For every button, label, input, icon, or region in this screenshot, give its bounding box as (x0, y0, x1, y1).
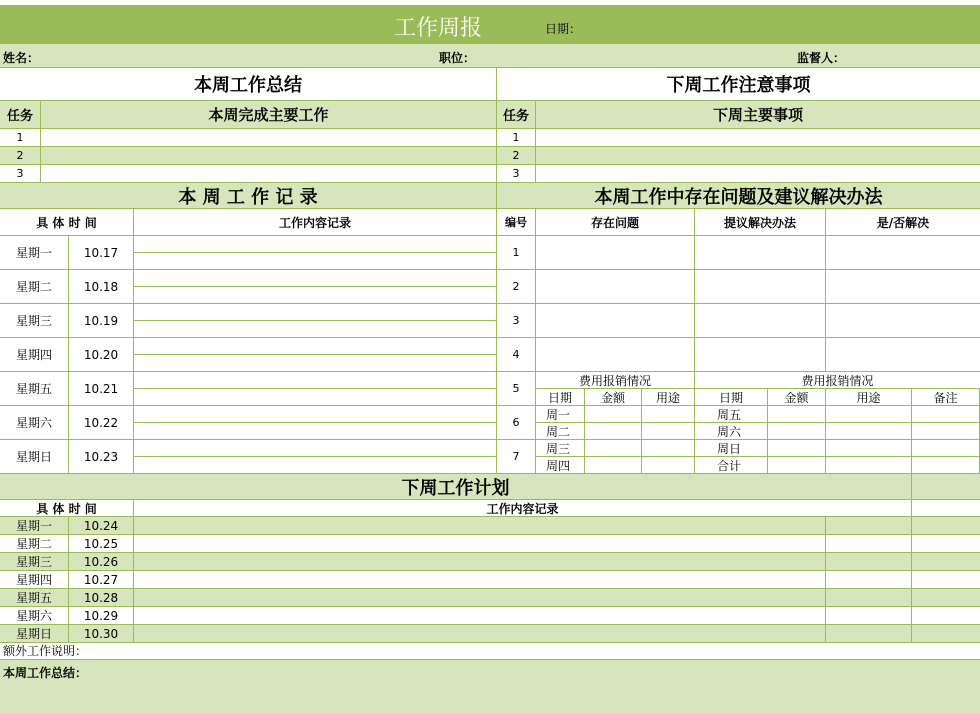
plan-day: 星期六 (0, 607, 69, 625)
record-content-cell[interactable] (134, 338, 497, 355)
notes-row-no: 3 (497, 165, 536, 183)
record-day: 星期二 (0, 270, 69, 304)
expense-day-left: 周四 (536, 457, 585, 474)
expense-cell[interactable] (585, 440, 642, 457)
plan-content-cell[interactable] (134, 535, 826, 553)
notes-main-header: 下周主要事项 (536, 101, 980, 129)
expense-cell[interactable] (912, 457, 980, 474)
record-day: 星期五 (0, 372, 69, 406)
expense-day-right: 合计 (695, 457, 768, 474)
expense-cell[interactable] (585, 423, 642, 440)
plan-extra-cell[interactable] (826, 571, 912, 589)
plan-day: 星期四 (0, 571, 69, 589)
summary-row-cell[interactable] (41, 129, 497, 147)
plan-date: 10.27 (69, 571, 134, 589)
plan-note-cell[interactable] (912, 553, 980, 571)
record-time-header: 具 体 时 间 (0, 209, 134, 236)
plan-extra-cell[interactable] (826, 553, 912, 571)
issues-resolved-header: 是/否解决 (826, 209, 980, 236)
plan-title: 下周工作计划 (0, 474, 912, 500)
record-content-cell[interactable] (134, 253, 497, 270)
summary-row-cell[interactable] (41, 165, 497, 183)
plan-content-cell[interactable] (134, 517, 826, 535)
record-date: 10.20 (69, 338, 134, 372)
expense-cell[interactable] (826, 440, 912, 457)
issue-problem-cell[interactable] (536, 270, 695, 304)
name-label: 姓名： (3, 51, 40, 65)
plan-content-cell[interactable] (134, 625, 826, 643)
issue-resolved-cell[interactable] (826, 270, 980, 304)
record-content-cell[interactable] (134, 389, 497, 406)
issue-resolved-cell[interactable] (826, 338, 980, 372)
record-day: 星期日 (0, 440, 69, 474)
expense-day-left: 周二 (536, 423, 585, 440)
notes-row-no: 2 (497, 147, 536, 165)
expense-cell[interactable] (768, 406, 826, 423)
plan-title-spare (912, 474, 980, 500)
expense-cell[interactable] (912, 406, 980, 423)
record-content-cell[interactable] (134, 236, 497, 253)
record-title: 本 周 工 作 记 录 (0, 183, 497, 209)
record-content-cell[interactable] (134, 423, 497, 440)
issue-number: 3 (497, 304, 536, 338)
issue-problem-cell[interactable] (536, 304, 695, 338)
record-content-cell[interactable] (134, 287, 497, 304)
record-date: 10.17 (69, 236, 134, 270)
issues-no-header: 编号 (497, 209, 536, 236)
expense-header: 用途 (642, 389, 695, 406)
issue-resolved-cell[interactable] (826, 304, 980, 338)
plan-date: 10.28 (69, 589, 134, 607)
record-content-cell[interactable] (134, 355, 497, 372)
plan-time-header: 具 体 时 间 (0, 500, 134, 517)
expense-cell[interactable] (826, 457, 912, 474)
plan-date: 10.26 (69, 553, 134, 571)
record-day: 星期六 (0, 406, 69, 440)
issue-problem-cell[interactable] (536, 338, 695, 372)
issue-number: 7 (497, 440, 536, 474)
plan-day: 星期日 (0, 625, 69, 643)
plan-extra-cell[interactable] (826, 607, 912, 625)
record-content-cell[interactable] (134, 270, 497, 287)
record-content-cell[interactable] (134, 321, 497, 338)
issues-problem-header: 存在问题 (536, 209, 695, 236)
record-day: 星期四 (0, 338, 69, 372)
issue-problem-cell[interactable] (536, 236, 695, 270)
record-content-cell[interactable] (134, 304, 497, 321)
summary-row-no: 1 (0, 129, 41, 147)
plan-extra-cell[interactable] (826, 517, 912, 535)
expense-header: 金额 (768, 389, 826, 406)
expense-title-left: 费用报销情况 (536, 372, 695, 389)
expense-cell[interactable] (642, 457, 695, 474)
plan-date: 10.24 (69, 517, 134, 535)
report-title: 工作周报 (394, 16, 483, 41)
record-content-cell[interactable] (134, 372, 497, 389)
expense-header: 备注 (912, 389, 980, 406)
plan-content-cell[interactable] (134, 553, 826, 571)
issue-number: 1 (497, 236, 536, 270)
plan-day: 星期一 (0, 517, 69, 535)
record-date: 10.21 (69, 372, 134, 406)
summary-main-header: 本周完成主要工作 (41, 101, 497, 129)
expense-day-right: 周六 (695, 423, 768, 440)
expense-header: 用途 (826, 389, 912, 406)
expense-header: 金额 (585, 389, 642, 406)
record-day: 星期一 (0, 236, 69, 270)
plan-date: 10.30 (69, 625, 134, 643)
record-date: 10.22 (69, 406, 134, 440)
info-row (0, 44, 980, 68)
issue-resolved-cell[interactable] (826, 236, 980, 270)
notes-row-cell[interactable] (536, 147, 980, 165)
position-label: 职位： (439, 51, 476, 65)
issue-number: 4 (497, 338, 536, 372)
plan-day: 星期二 (0, 535, 69, 553)
record-day: 星期三 (0, 304, 69, 338)
summary-row-no: 2 (0, 147, 41, 165)
issue-number: 6 (497, 406, 536, 440)
expense-cell[interactable] (826, 423, 912, 440)
issue-solution-cell[interactable] (695, 304, 826, 338)
summary-task-header: 任务 (0, 101, 41, 129)
expense-day-right: 周五 (695, 406, 768, 423)
summary-row-no: 3 (0, 165, 41, 183)
expense-header: 日期 (536, 389, 585, 406)
notes-row-cell[interactable] (536, 129, 980, 147)
plan-note-cell[interactable] (912, 625, 980, 643)
issue-solution-cell[interactable] (695, 338, 826, 372)
plan-content-cell[interactable] (134, 589, 826, 607)
supervisor-label: 监督人： (797, 51, 846, 65)
issue-number: 2 (497, 270, 536, 304)
expense-header: 日期 (695, 389, 768, 406)
next-notes-title: 下周工作注意事项 (497, 68, 980, 101)
expense-day-right: 周日 (695, 440, 768, 457)
plan-day: 星期三 (0, 553, 69, 571)
issue-solution-cell[interactable] (695, 270, 826, 304)
record-content-cell[interactable] (134, 440, 497, 457)
issue-number: 5 (497, 372, 536, 406)
plan-day: 星期五 (0, 589, 69, 607)
expense-cell[interactable] (768, 440, 826, 457)
expense-cell[interactable] (912, 440, 980, 457)
plan-content-cell[interactable] (134, 607, 826, 625)
expense-cell[interactable] (642, 440, 695, 457)
record-content-cell[interactable] (134, 457, 497, 474)
plan-extra-cell[interactable] (826, 625, 912, 643)
issues-solution-header: 提议解决办法 (695, 209, 826, 236)
summary-row-cell[interactable] (41, 147, 497, 165)
plan-spare-header (912, 500, 980, 517)
record-date: 10.18 (69, 270, 134, 304)
title-bar (0, 5, 980, 44)
plan-content-cell[interactable] (134, 571, 826, 589)
expense-cell[interactable] (768, 457, 826, 474)
plan-note-cell[interactable] (912, 589, 980, 607)
date-label: 日期： (545, 22, 582, 36)
expense-day-left: 周三 (536, 440, 585, 457)
plan-note-cell[interactable] (912, 517, 980, 535)
week-summary-label: 本周工作总结： (3, 666, 88, 680)
plan-content-header: 工作内容记录 (134, 500, 912, 517)
notes-row-no: 1 (497, 129, 536, 147)
plan-date: 10.25 (69, 535, 134, 553)
issue-solution-cell[interactable] (695, 236, 826, 270)
plan-note-cell[interactable] (912, 607, 980, 625)
expense-cell[interactable] (585, 457, 642, 474)
week-summary-box[interactable] (0, 660, 980, 714)
record-date: 10.19 (69, 304, 134, 338)
record-content-header: 工作内容记录 (134, 209, 497, 236)
plan-date: 10.29 (69, 607, 134, 625)
record-date: 10.23 (69, 440, 134, 474)
expense-cell[interactable] (768, 423, 826, 440)
expense-cell[interactable] (642, 406, 695, 423)
summary-title: 本周工作总结 (0, 68, 497, 101)
expense-title-right: 费用报销情况 (695, 372, 980, 389)
extra-work-label: 额外工作说明： (3, 644, 88, 658)
record-content-cell[interactable] (134, 406, 497, 423)
plan-note-cell[interactable] (912, 535, 980, 553)
plan-extra-cell[interactable] (826, 589, 912, 607)
expense-day-left: 周一 (536, 406, 585, 423)
expense-cell[interactable] (912, 423, 980, 440)
plan-extra-cell[interactable] (826, 535, 912, 553)
expense-cell[interactable] (826, 406, 912, 423)
extra-work-row[interactable] (0, 642, 980, 660)
expense-cell[interactable] (642, 423, 695, 440)
notes-task-header: 任务 (497, 101, 536, 129)
expense-cell[interactable] (585, 406, 642, 423)
plan-note-cell[interactable] (912, 571, 980, 589)
issues-title: 本周工作中存在问题及建议解决办法 (497, 183, 980, 209)
notes-row-cell[interactable] (536, 165, 980, 183)
